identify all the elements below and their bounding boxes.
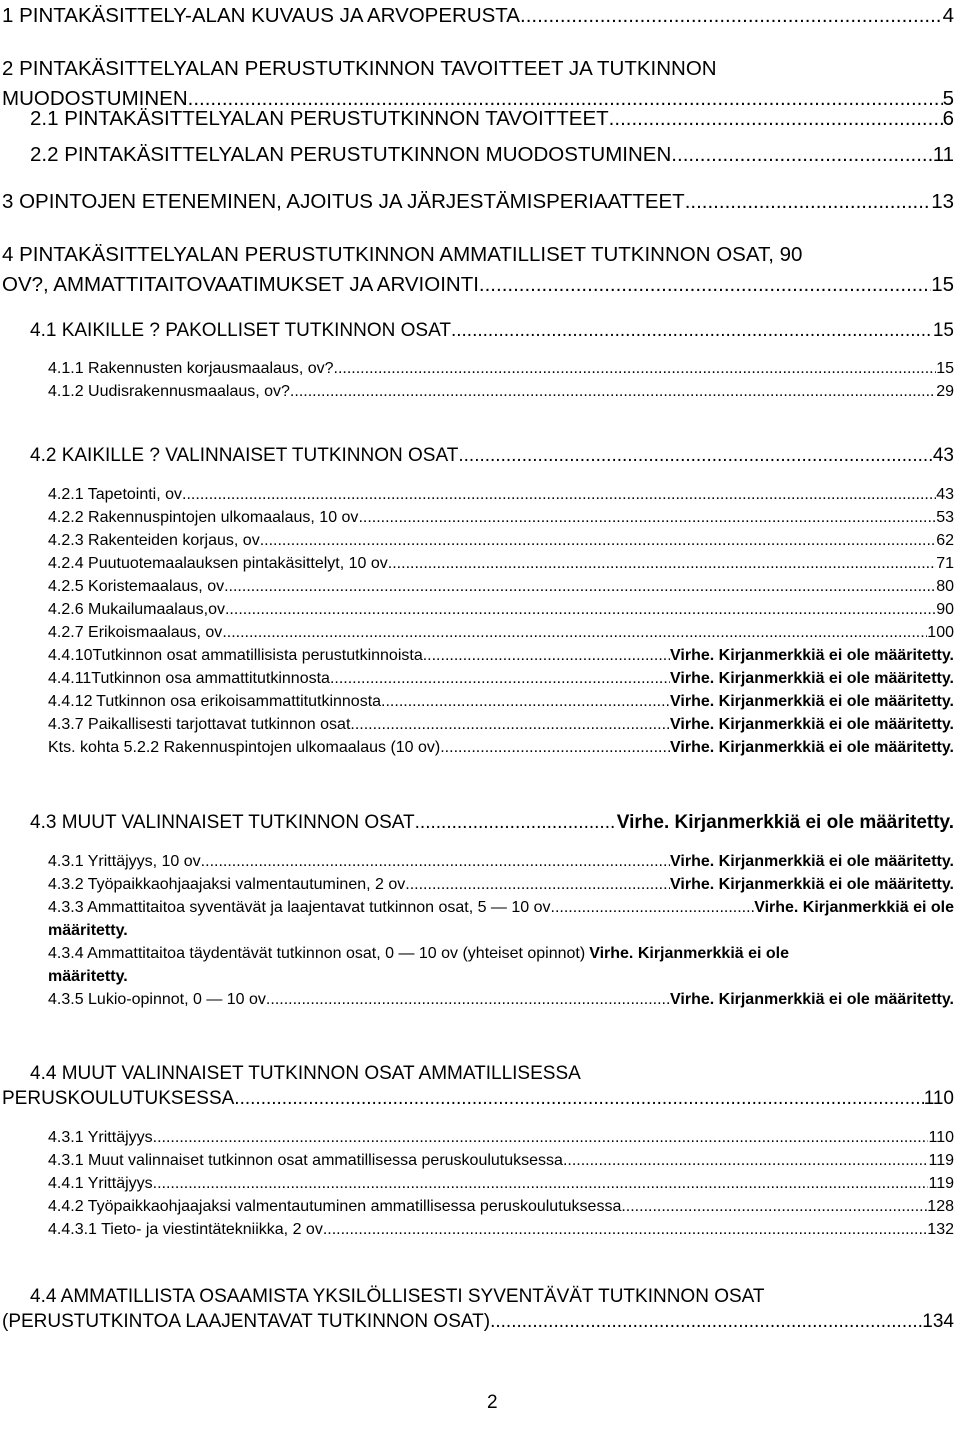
toc-entry-page: 6 [942,107,954,130]
toc-entry-text: 4.4.3.1 Tieto- ja viestintätekniikka, 2 ov [48,1221,323,1238]
toc-entry-1[interactable] [2,4,954,28]
toc-entry-4[interactable] [2,273,954,297]
toc-entry-4-4[interactable] [2,1088,954,1110]
toc-entry-text: 4.4.2 Työpaikkaohjaajaksi valmentautuminen ammatillisessa peruskoulutuksessa [48,1198,622,1215]
toc-entry-4-2[interactable] [30,445,954,467]
toc-entry-4-2-3[interactable] [48,532,954,550]
bookmark-error: Virhe. Kirjanmerkkiä ei ole [589,945,790,962]
toc-entry-text: 4.2.4 Puutuotemaalauksen pintakäsittelyt, 10 ov [48,555,388,572]
toc-entry-page: 128 [927,1198,954,1215]
bookmark-error: Virhe. Kirjanmerkkiä ei ole määritetty. [616,812,954,833]
bookmark-error: Virhe. Kirjanmerkkiä ei ole määritetty. [670,647,954,664]
toc-entry-4-4-11[interactable] [48,670,954,688]
toc-entry-text: 4.4.1 Yrittäjyys [48,1175,153,1192]
toc-entry-page: 119 [928,1175,954,1192]
toc-entry-4-3-3[interactable] [48,899,954,917]
toc-entry-text: 4.2.6 Mukailumaalaus,ov [48,601,225,618]
toc-entry-text: PERUSKOULUTUKSESSA [2,1088,235,1109]
page-number: 2 [487,1392,498,1413]
toc-entry-text: 4.3.4 Ammattitaitoa täydentävät tutkinnon osat, 0 — 10 ov (yhteiset opinnot) [48,945,586,962]
toc-entry-text: 4.1.2 Uudisrakennusmaalaus, ov?. [48,383,295,400]
toc-entry-text: Tutkinnon osa erikoisammattitutkinnosta [96,693,382,710]
toc-entry-4-1[interactable] [30,320,954,342]
toc-entry-page: 90 [936,601,954,618]
toc-entry-text: 4.4.11Tutkinnon osa ammattitutkinnosta [48,670,330,687]
toc-entry-text: 2.1 PINTAKÄSITTELYALAN PERUSTUTKINNON TAVOITTEET [30,107,609,130]
toc-entry-4-3-1-b[interactable] [48,1129,954,1147]
toc-entry-text: 4.3 MUUT VALINNAISET TUTKINNON OSAT [30,812,415,833]
bookmark-error-cont: määritetty. [48,922,128,939]
toc-entry-text: 4.2.1 Tapetointi, ov [48,486,183,503]
toc-entry-page: 15 [931,273,954,296]
toc-entry-text: 4.4.10Tutkinnon osat ammatillisista perustutkinnoista [48,647,423,664]
toc-entry-text: 4.3.1 Muut valinnaiset tutkinnon osat ammatillisessa peruskoulutuksessa [48,1152,563,1169]
toc-entry-4-3-2[interactable] [48,876,954,894]
toc-entry-4-3-4[interactable] [48,945,954,963]
toc-entry-text: 4.3.2 Työpaikkaohjaajaksi valmentautuminen, 2 ov [48,876,406,893]
toc-entry-4-1-2[interactable] [48,383,954,401]
toc-entry-text: 4.2 KAIKILLE ? VALINNAISET TUTKINNON OSAT [30,445,459,466]
toc-entry-4-4-3-1[interactable] [48,1221,954,1239]
toc-entry-text: OV?, AMMATTITAITOVAATIMUKSET JA ARVIOINTI [2,273,479,296]
toc-entry-4-4-2[interactable] [48,1198,954,1216]
toc-entry-3[interactable] [2,190,954,214]
toc-entry-4-2-4[interactable] [48,555,954,573]
toc-entry-text: 4.3.1 Yrittäjyys [48,1129,153,1146]
toc-entry-4-2-1[interactable] [48,486,954,504]
toc-entry-page: 4 [942,4,954,27]
toc-entry-page: 29 [936,383,954,400]
bookmark-error: Virhe. Kirjanmerkkiä ei ole määritetty. [670,670,954,687]
toc-entry-4-4-12[interactable] [48,693,954,711]
toc-entry-page: 134 [922,1311,954,1332]
bookmark-error: Virhe. Kirjanmerkkiä ei ole määritetty. [670,693,954,710]
toc-entry-text: MUODOSTUMINEN [2,87,188,110]
toc-entry-page: 5 [942,87,954,110]
toc-entry-4-4-10[interactable] [48,647,954,665]
bookmark-error: Virhe. Kirjanmerkkiä ei ole määritetty. [670,739,954,756]
toc-entry-text: 4.3.7 Paikallisesti tarjottavat tutkinnon osat [48,716,351,733]
toc-entry-page: 43 [932,445,954,466]
toc-entry-text: 4.3.1 Yrittäjyys, 10 ov [48,853,201,870]
bookmark-error: Virhe. Kirjanmerkkiä ei ole [754,899,954,916]
bookmark-error: Virhe. Kirjanmerkkiä ei ole määritetty. [670,876,954,893]
toc-entry-2-line1[interactable]: 2 PINTAKÄSITTELYALAN PERUSTUTKINNON TAVOITTEET JA TUTKINNON [2,57,717,80]
toc-entry-page: 80 [936,578,954,595]
toc-entry-4-3-1[interactable] [48,853,954,871]
bookmark-error: Virhe. Kirjanmerkkiä ei ole määritetty. [670,716,954,733]
toc-entry-4-4-b-line1[interactable]: 4.4 AMMATILLISTA OSAAMISTA YKSILÖLLISESTI SYVENTÄVÄT TUTKINNON OSAT [30,1286,765,1307]
toc-entry-page: 15 [932,320,954,341]
toc-entry-text: 4.3.3 Ammattitaitoa syventävät ja laajentavat tutkinnon osat, 5 — 10 ov [48,899,551,916]
bookmark-error-cont: määritetty. [48,968,128,985]
toc-entry-text: 4.2.5 Koristemaalaus, ov [48,578,225,595]
toc-entry-4-3[interactable] [30,812,954,834]
toc-entry-page: 13 [931,190,954,213]
toc-entry-4-2-7[interactable] [48,624,954,642]
toc-entry-4-4-line1[interactable]: 4.4 MUUT VALINNAISET TUTKINNON OSAT AMMATILLISESSA [30,1063,581,1084]
toc-entry-text: (PERUSTUTKINTOA LAAJENTAVAT TUTKINNON OSAT) [2,1311,491,1332]
toc-entry-text: 4.1.1 Rakennusten korjausmaalaus, ov?. [48,360,338,377]
toc-entry-4-3-7[interactable] [48,716,954,734]
toc-entry-text: Kts. kohta 5.2.2 Rakennuspintojen ulkomaalaus (10 ov) [48,739,441,756]
toc-entry-4-2-2[interactable] [48,509,954,527]
toc-entry-page: 100 [927,624,954,641]
toc-entry-page: 43 [936,486,954,503]
toc-entry-text: 4.2.7 Erikoismaalaus, ov [48,624,223,641]
toc-entry-text: 2.2 PINTAKÄSITTELYALAN PERUSTUTKINNON MUODOSTUMINEN [30,143,672,166]
toc-entry-4-2-6[interactable] [48,601,954,619]
toc-entry-text: 4.2.3 Rakenteiden korjaus, ov [48,532,260,549]
toc-entry-text: 4.2.2 Rakennuspintojen ulkomaalaus, 10 ov [48,509,359,526]
toc-entry-text: 1 PINTAKÄSITTELY-ALAN KUVAUS JA ARVOPERUSTA [2,4,520,27]
toc-entry-text: 3 OPINTOJEN ETENEMINEN, AJOITUS JA JÄRJESTÄMISPERIAATTEET [2,190,685,213]
toc-entry-page: 11 [932,143,954,166]
toc-entry-4-2-5[interactable] [48,578,954,596]
toc-entry-4-4-b[interactable] [2,1311,954,1333]
toc-entry-page: 71 [936,555,954,572]
toc-entry-page: 15 [936,360,954,377]
toc-entry-text: 4.1 KAIKILLE ? PAKOLLISET TUTKINNON OSAT [30,320,451,341]
toc-entry-2-2[interactable] [30,143,954,167]
toc-entry-page: 110 [923,1088,954,1109]
toc-entry-page: 119 [928,1152,954,1169]
toc-entry-4-3-5[interactable] [48,991,954,1009]
toc-entry-2-1[interactable] [30,107,954,131]
bookmark-error: Virhe. Kirjanmerkkiä ei ole määritetty. [670,853,954,870]
bookmark-error: Virhe. Kirjanmerkkiä ei ole määritetty. [670,991,954,1008]
toc-entry-page: 110 [928,1129,954,1146]
toc-entry-4-4-1[interactable] [48,1175,954,1193]
toc-entry-page: 62 [936,532,954,549]
toc-entry-kts-kohta[interactable] [48,739,954,757]
toc-entry-4-line1[interactable]: 4 PINTAKÄSITTELYALAN PERUSTUTKINNON AMMATILLISET TUTKINNON OSAT, 90 [2,243,803,266]
toc-entry-page: 53 [936,509,954,526]
toc-entry-number: 4.4.12 [48,693,93,710]
toc-entry-page: 132 [927,1221,954,1238]
toc-entry-text: 4.3.5 Lukio-opinnot, 0 — 10 ov [48,991,266,1008]
toc-entry-4-1-1[interactable] [48,360,954,378]
toc-entry-4-3-1-c[interactable] [48,1152,954,1170]
